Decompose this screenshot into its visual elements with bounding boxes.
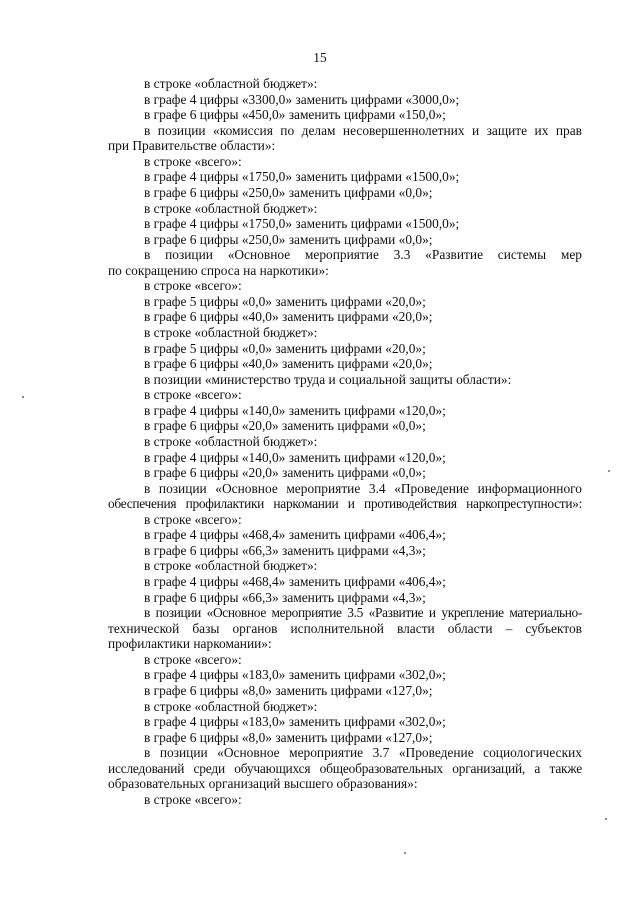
text-line: в графе 6 цифры «66,3» заменить цифрами «4,3»; (144, 589, 426, 605)
text-line: в графе 6 цифры «250,0» заменить цифрами «0,0»; (144, 184, 433, 200)
text-line: в позиции «министерство труда и социальной защиты области»: (144, 371, 512, 387)
text-line: в графе 4 цифры «1750,0» заменить цифрами «1500,0»; (144, 169, 460, 185)
text-line: в позиции «Основное мероприятие 3.7 «Проведение социологических (144, 745, 582, 761)
text-line: в строке «всего»: (144, 153, 242, 169)
scan-speck (22, 396, 24, 398)
text-line: в графе 6 цифры «450,0» заменить цифрами «150,0»; (144, 107, 446, 123)
text-line: в графе 6 цифры «40,0» заменить цифрами «20,0»; (144, 309, 433, 325)
text-line: в строке «областной бюджет»: (144, 558, 318, 574)
text-line: в строке «всего»: (144, 511, 242, 527)
text-line: в строке «всего»: (144, 278, 242, 294)
text-line: профилактики наркомании»: (108, 636, 272, 652)
text-line: в графе 6 цифры «8,0» заменить цифрами «127,0»; (144, 729, 433, 745)
text-line: в строке «всего»: (144, 791, 242, 807)
text-line: в строке «всего»: (144, 387, 242, 403)
text-line: в графе 6 цифры «20,0» заменить цифрами «0,0»; (144, 465, 426, 481)
page-number: 15 (313, 50, 327, 65)
text-line: образовательных организаций высшего образования»: (108, 776, 418, 792)
text-line: в графе 6 цифры «250,0» заменить цифрами «0,0»; (144, 231, 433, 247)
text-line: в графе 4 цифры «183,0» заменить цифрами «302,0»; (144, 667, 446, 683)
text-line: обеспечения профилактики наркомании и противодействия наркопреступности»: (108, 496, 582, 512)
text-line: по сокращению спроса на наркотики»: (108, 262, 329, 278)
text-line: в графе 4 цифры «1750,0» заменить цифрами «1500,0»; (144, 216, 460, 232)
text-line: в графе 5 цифры «0,0» заменить цифрами «20,0»; (144, 340, 426, 356)
text-line: в позиции «Основное мероприятие 3.4 «Проведение информационного (144, 480, 582, 496)
text-line: в строке «областной бюджет»: (144, 325, 318, 340)
text-line: в строке «областной бюджет»: (144, 698, 318, 714)
text-line: в графе 4 цифры «468,4» заменить цифрами «406,4»; (144, 574, 446, 589)
text-line: в графе 4 цифры «3300,0» заменить цифрами «3000,0»; (144, 91, 460, 107)
text-line: в графе 4 цифры «140,0» заменить цифрами «120,0»; (144, 402, 446, 418)
text-line: в позиции «Основное мероприятие 3.3 «Развитие системы мер (144, 247, 582, 263)
text-line: в графе 6 цифры «66,3» заменить цифрами «4,3»; (144, 542, 426, 558)
text-line: в позиции «Основное мероприятие 3.5 «Развитие и укрепление материально- (144, 605, 582, 621)
text-line: в графе 5 цифры «0,0» заменить цифрами «20,0»; (144, 293, 426, 309)
scan-speck (608, 470, 610, 472)
text-line: в строке «областной бюджет»: (144, 76, 318, 91)
text-line: в графе 4 цифры «140,0» заменить цифрами «120,0»; (144, 449, 446, 465)
text-line: исследований среди обучающихся общеобразовательных организаций, а также (108, 760, 582, 776)
document-body (108, 76, 582, 807)
text-line: в графе 6 цифры «20,0» заменить цифрами «0,0»; (144, 418, 426, 434)
text-line: при Правительстве области»: (108, 138, 276, 154)
text-line: в графе 6 цифры «8,0» заменить цифрами «127,0»; (144, 682, 433, 698)
text-line: в графе 6 цифры «40,0» заменить цифрами «20,0»; (144, 356, 433, 372)
text-line: в строке «всего»: (144, 651, 242, 667)
text-line: в графе 4 цифры «183,0» заменить цифрами «302,0»; (144, 714, 446, 730)
text-line: в графе 4 цифры «468,4» заменить цифрами «406,4»; (144, 527, 446, 543)
scan-speck (605, 818, 607, 820)
scan-speck (404, 852, 406, 854)
text-line: в строке «областной бюджет»: (144, 200, 318, 216)
text-line: в строке «областной бюджет»: (144, 433, 318, 449)
text-line: в позиции «комиссия по делам несовершеннолетних и защите их прав (144, 122, 582, 138)
text-line: технической базы органов исполнительной власти области – субъектов (108, 620, 582, 636)
